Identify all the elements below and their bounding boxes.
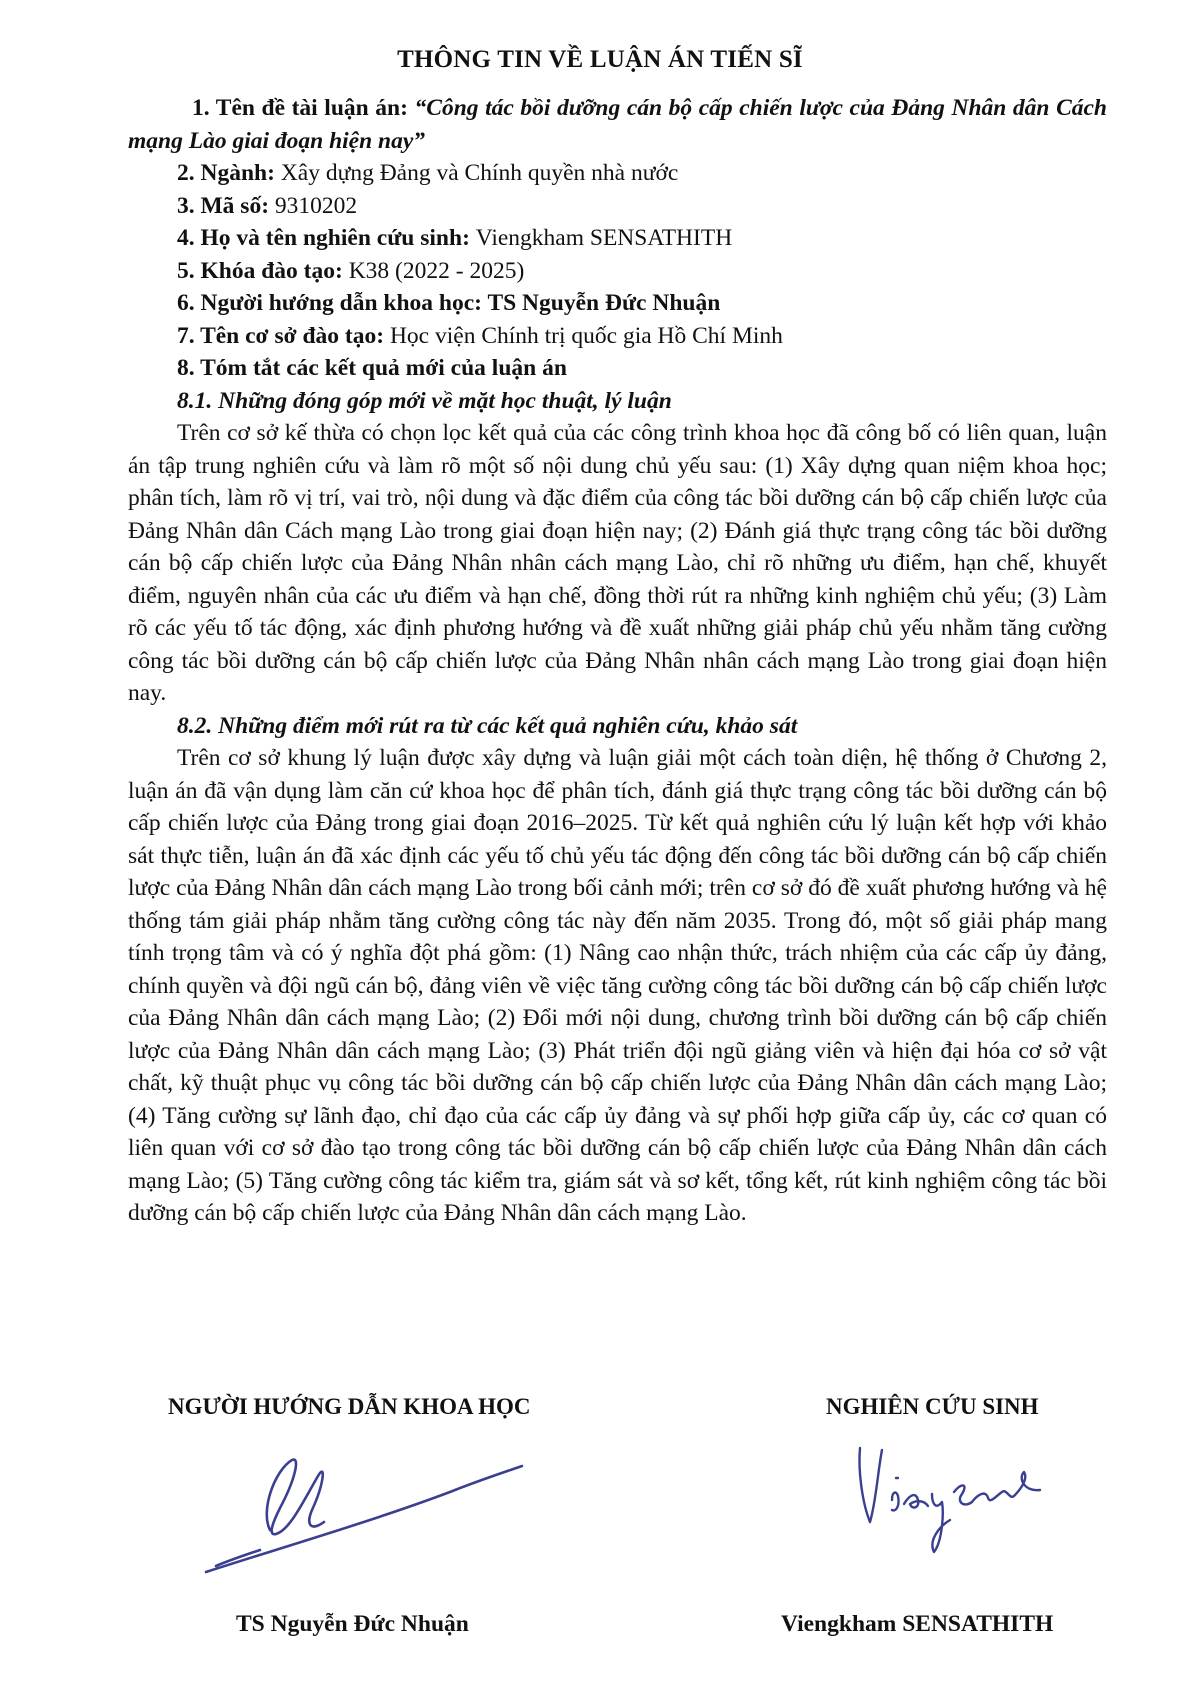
advisor-label: 6. Người hướng dẫn khoa học: (177, 290, 488, 316)
course-label: 5. Khóa đào tạo: (177, 257, 349, 284)
student-value: Viengkham SENSATHITH (475, 225, 733, 251)
institution-field (128, 320, 1107, 353)
section-1-heading: 8.1. Những đóng góp mới về mặt học thuật, lý luận (177, 387, 672, 414)
student-signature-label: NGHIÊN CỨU SINH (826, 1394, 1039, 1419)
document-body (128, 92, 1107, 1230)
document-title: THÔNG TIN VỀ LUẬN ÁN TIẾN SĨ (397, 46, 803, 73)
institution-label: 7. Tên cơ sở đào tạo: (177, 322, 390, 349)
advisor-signature (200, 1430, 540, 1580)
section-2-heading: 8.2. Những điểm mới rút ra từ các kết quả nghiên cứu, khảo sát (177, 712, 798, 739)
course-field (128, 255, 1107, 288)
major-label: 2. Ngành: (177, 160, 281, 186)
summary-heading: 8. Tóm tắt các kết quả mới của luận án (177, 355, 567, 381)
course-value: K38 (2022 - 2025) (348, 257, 525, 284)
section-2-body: Trên cơ sở khung lý luận được xây dựng và luận giải một cách toàn diện, hệ thống ở Chương 2, luận án đã vận dụng làm căn cứ khoa học để phân tích, đánh giá thực trạng công tác bồi dưỡng cán bộ cấp chiến lược của Đảng trong giai đoạn 2016–2025. Từ kết quả nghiên cứu lý luận kết hợp với khảo sát thực tiễn, luận án đã xác định các yếu tố chủ yếu tác động đến công tác bồi dưỡng cán bộ cấp chiến lược của Đảng Nhân dân cách mạng Lào trong bối cảnh mới; trên cơ sở đó đề xuất phương hướng và hệ thống tám giải pháp nhằm tăng cường công tác này đến năm 2035. Trong đó, một số giải pháp mang tính trọng tâm và có ý nghĩa đột phá gồm: (1) Nâng cao nhận thức, trách nhiệm của các cấp ủy đảng, chính quyền và đội ngũ cán bộ, đảng viên về việc tăng cường công tác bồi dưỡng cán bộ cấp chiến lược của Đảng Nhân dân cách mạng Lào; (2) Đổi mới nội dung, chương trình bồi dưỡng cán bộ cấp chiến lược của Đảng Nhân dân cách mạng Lào; (3) Phát triển đội ngũ giảng viên và hiện đại hóa cơ sở vật chất, kỹ thuật phục vụ công tác bồi dưỡng cán bộ cấp chiến lược của Đảng Nhân dân cách mạng Lào; (4) Tăng cường sự lãnh đạo, chỉ đạo của các cấp ủy đảng và sự phối hợp giữa cấp ủy, các cơ quan có liên quan với cơ sở đào tạo trong công tác bồi dưỡng cán bộ cấp chiến lược của Đảng Nhân dân cách mạng Lào; (5) Tăng cường công tác kiểm tra, giám sát và sơ kết, tổng kết, rút kinh nghiệm công tác bồi dưỡng cán bộ cấp chiến lược của Đảng Nhân dân cách mạng Lào. (128, 745, 1107, 1226)
topic-value: “Công tác bồi dưỡng cán bộ cấp chiến lược của Đảng Nhân dân Cách mạng Lào giai đoạn hiện nay” (128, 95, 1108, 154)
student-name: Viengkham SENSATHITH (781, 1611, 1054, 1637)
code-field (128, 190, 1107, 223)
advisor-name: TS Nguyễn Đức Nhuận (236, 1611, 469, 1637)
code-value: 9310202 (274, 192, 358, 219)
topic-label: 1. Tên đề tài luận án: (192, 95, 415, 121)
major-field (128, 157, 1107, 190)
advisor-value: TS Nguyễn Đức Nhuận (487, 290, 721, 316)
section-1-body: Trên cơ sở kế thừa có chọn lọc kết quả của các công trình khoa học đã công bố có liên quan, luận án tập trung nghiên cứu và làm rõ một số nội dung chủ yếu sau: (1) Xây dựng quan niệm khoa học; phân tích, làm rõ vị trí, vai trò, nội dung và đặc điểm của công tác bồi dưỡng cán bộ cấp chiến lược của Đảng Nhân dân Cách mạng Lào trong giai đoạn hiện nay; (2) Đánh giá thực trạng công tác bồi dưỡng cán bộ cấp chiến lược của Đảng Nhân nhân cách mạng Lào, chỉ rõ những ưu điểm, hạn chế, khuyết điểm, nguyên nhân của các ưu điểm và hạn chế, đồng thời rút ra những kinh nghiệm chủ yếu; (3) Làm rõ các yếu tố tác động, xác định phương hướng và đề xuất những giải pháp chủ yếu nhằm tăng cường công tác bồi dưỡng cán bộ cấp chiến lược của Đảng Nhân nhân cách mạng Lào trong giai đoạn hiện nay. (128, 420, 1107, 706)
major-value: Xây dựng Đảng và Chính quyền nhà nước (280, 160, 679, 186)
code-label: 3. Mã số: (177, 192, 275, 219)
topic-field (128, 92, 1107, 157)
advisor-field (128, 287, 1107, 320)
institution-value: Học viện Chính trị quốc gia Hồ Chí Minh (389, 322, 783, 349)
advisor-signature-label: NGƯỜI HƯỚNG DẪN KHOA HỌC (168, 1394, 531, 1419)
student-label: 4. Họ và tên nghiên cứu sinh: (177, 225, 476, 251)
student-field (128, 222, 1107, 255)
student-signature (846, 1430, 1066, 1570)
